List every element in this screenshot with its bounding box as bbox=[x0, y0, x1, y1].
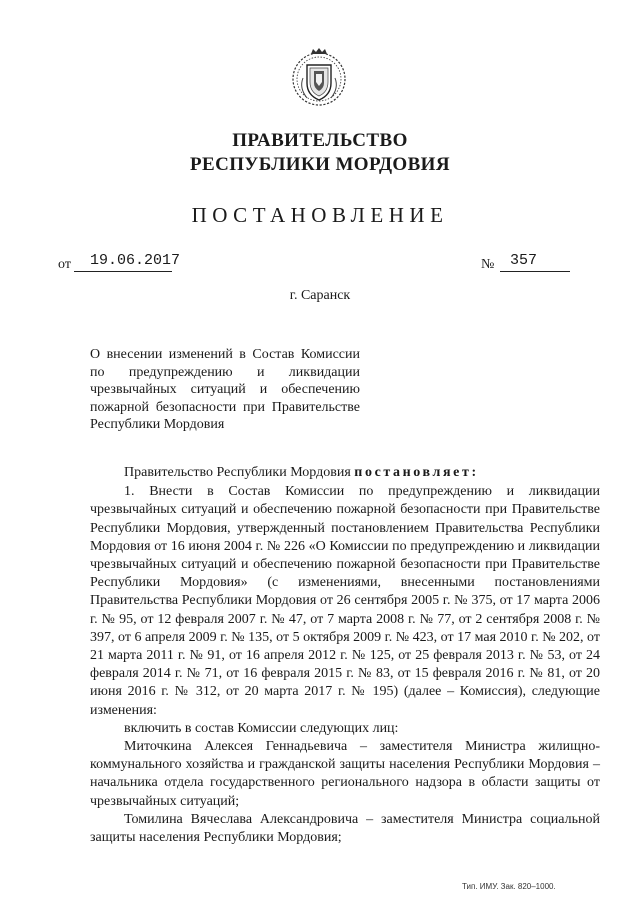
city: г. Саранск bbox=[289, 288, 351, 303]
printer-imprint: Тип. ИМУ. Зак. 820–1000. bbox=[462, 882, 556, 891]
document-body bbox=[90, 464, 600, 847]
coat-of-arms-icon bbox=[289, 48, 349, 108]
date-prefix: от bbox=[58, 257, 71, 272]
body-intro bbox=[90, 464, 600, 482]
body-intro-text: Правительство Республики Мордовия bbox=[124, 465, 351, 480]
government-title-line2: РЕСПУБЛИКИ МОРДОВИЯ bbox=[190, 154, 450, 175]
document-type: ПОСТАНОВЛЕНИЕ bbox=[191, 203, 449, 227]
body-paragraph: Томилина Вячеслава Александровича – заместителя Министра социальной защиты населения Республики Мордовия; bbox=[90, 811, 600, 846]
date-underline bbox=[74, 271, 172, 272]
document-date: 19.06.2017 bbox=[90, 252, 181, 269]
body-paragraph: Миточкина Алексея Геннадьевича – заместителя Министра жилищно-коммунального хозяйства и гражданской защиты населения Республики Мордовия – начальника отдела государственного регионального надзора в области защиты от чрезвычайных ситуаций; bbox=[90, 739, 600, 809]
document-subject: О внесении изменений в Состав Комиссии по предупреждению и ликвидации чрезвычайных ситуаций и обеспечению пожарной безопасности при Правительстве Республики Мордовия bbox=[90, 347, 360, 432]
body-intro-action: постановляет: bbox=[354, 465, 479, 480]
number-prefix: № bbox=[481, 257, 495, 272]
number-underline bbox=[500, 271, 570, 272]
body-paragraph: включить в состав Комиссии следующих лиц: bbox=[124, 720, 399, 736]
body-paragraph: 1. Внести в Состав Комиссии по предупреждению и ликвидации чрезвычайных ситуаций и обеспечению пожарной безопасности при Правительстве Республики Мордовия, утвержденный постановлением Правительства Республики Мордовия от 16 июня 2004 г. № 226 «О Комиссии по предупреждению и ликвидации чрезвычайных ситуаций и обеспечению пожарной безопасности при Правительстве Республики Мордовия» (с изменениями, внесенными постановлениями Правительства Республики Мордовия от 26 сентября 2005 г. № 375, от 17 марта 2006 г. № 95, от 12 февраля 2007 г. № 47, от 7 марта 2008 г. № 77, от 2 сентября 2008 г. № 397, от 6 апреля 2009 г. № 135, от 5 октября 2009 г. № 423, от 17 мая 2010 г. № 202, от 21 марта 2011 г. № 91, от 16 апреля 2012 г. № 125, от 25 февраля 2013 г. № 53, от 24 февраля 2014 г. № 71, от 16 февраля 2015 г. № 83, от 15 февраля 2016 г. № 81, от 20 июня 2016 г. № 312, от 20 марта 2017 г. № 195) (далее – Комиссия), следующие изменения: bbox=[90, 484, 600, 718]
document-number: 357 bbox=[510, 252, 538, 269]
government-title-line1: ПРАВИТЕЛЬСТВО bbox=[232, 130, 408, 151]
